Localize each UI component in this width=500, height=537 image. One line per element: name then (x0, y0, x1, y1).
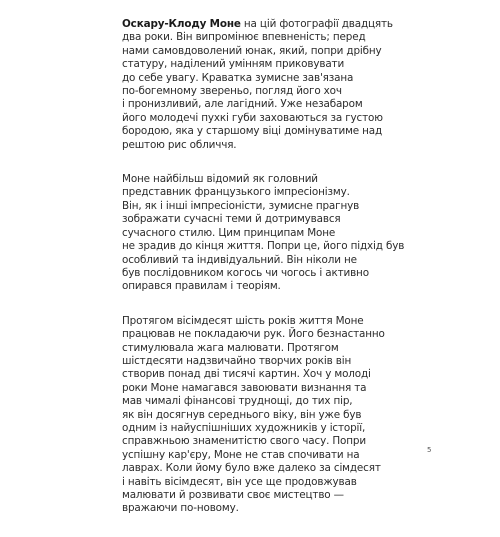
text-line: до себе увагу. Краватка зумисне зав'язана (122, 71, 354, 84)
text-line: і навіть вісімдесят, він усе ще продовжував (122, 475, 357, 488)
text-line: Моне найбільш відомий як головний (122, 173, 318, 186)
text-line: створив понад дві тисячі картин. Хоч у молоді (122, 368, 371, 381)
text-line: його молодечі пухкі губи заховаються за густою (122, 111, 383, 124)
text-line: працював не покладаючи рук. Його безнастанно (122, 328, 385, 341)
text-line: бородою, яка у старшому віці домінуватиме над (122, 125, 383, 138)
text-line: справжньою знаменитістю свого часу. Попри (122, 435, 366, 448)
text-line: вражаючи по-новому. (122, 502, 239, 515)
paragraph-2 (122, 173, 404, 294)
text-line: рештою рис обличчя. (122, 138, 237, 151)
text-line: два роки. Він випромінює впевненість; перед (122, 31, 366, 44)
text-line: роки Моне намагався завоювати визнання та (122, 381, 367, 394)
text-line: по-богемному звереньо, погляд його хоч (122, 85, 342, 98)
text-line: статуру, наділений умінням приковувати (122, 58, 345, 71)
text-line: сучасного стилю. Цим принципам Моне (122, 226, 336, 239)
text-line: особливий та індивідуальний. Він ніколи не (122, 253, 357, 266)
text-line: успішну кар'єру, Моне не став спочивати на (122, 448, 360, 461)
text-fragment: на цій фотографії двадцять (240, 18, 393, 30)
text-line: Протягом вісімдесят шість років життя Моне (122, 314, 364, 327)
text-line: нами самовдоволений юнак, який, попри дрібну (122, 44, 382, 57)
paragraph-3 (122, 315, 404, 516)
text-line: був послідовником когось чи чогось і активно (122, 266, 369, 279)
text-line: малювати й розвивати своє мистецтво — (122, 489, 344, 501)
text-line: зображати сучасні теми й дотримувався (122, 213, 341, 226)
text-line (122, 18, 404, 31)
text-line: мав чималі фінансові труднощі, до тих пір, (122, 395, 353, 408)
text-line: представник французького імпресіонізму. (122, 186, 350, 199)
text-line: і пронизливий, але лагідний. Уже незабаром (122, 98, 363, 111)
paragraph-1 (122, 18, 404, 152)
text-line: лаврах. Коли йому було вже далеко за сімдесят (122, 462, 381, 475)
text-line: стимулювала жага малювати. Протягом (122, 341, 339, 354)
page-number: 5 (427, 446, 432, 454)
name-highlight: Оскару-Клоду Моне (122, 18, 241, 30)
text-line: шістдесяти надзвичайно творчих років він (122, 354, 352, 367)
body-text (122, 18, 404, 537)
text-line: одним із найуспішніших художників у історії, (122, 421, 366, 434)
text-line: опирався правилам і теоріям. (122, 280, 281, 293)
text-line: Він, як і інші імпресіоністи, зумисне прагнув (122, 199, 360, 212)
text-line: не зрадив до кінця життя. Попри це, його підхід був (122, 240, 405, 253)
text-line: як він досягнув середнього віку, він уже був (122, 408, 362, 421)
